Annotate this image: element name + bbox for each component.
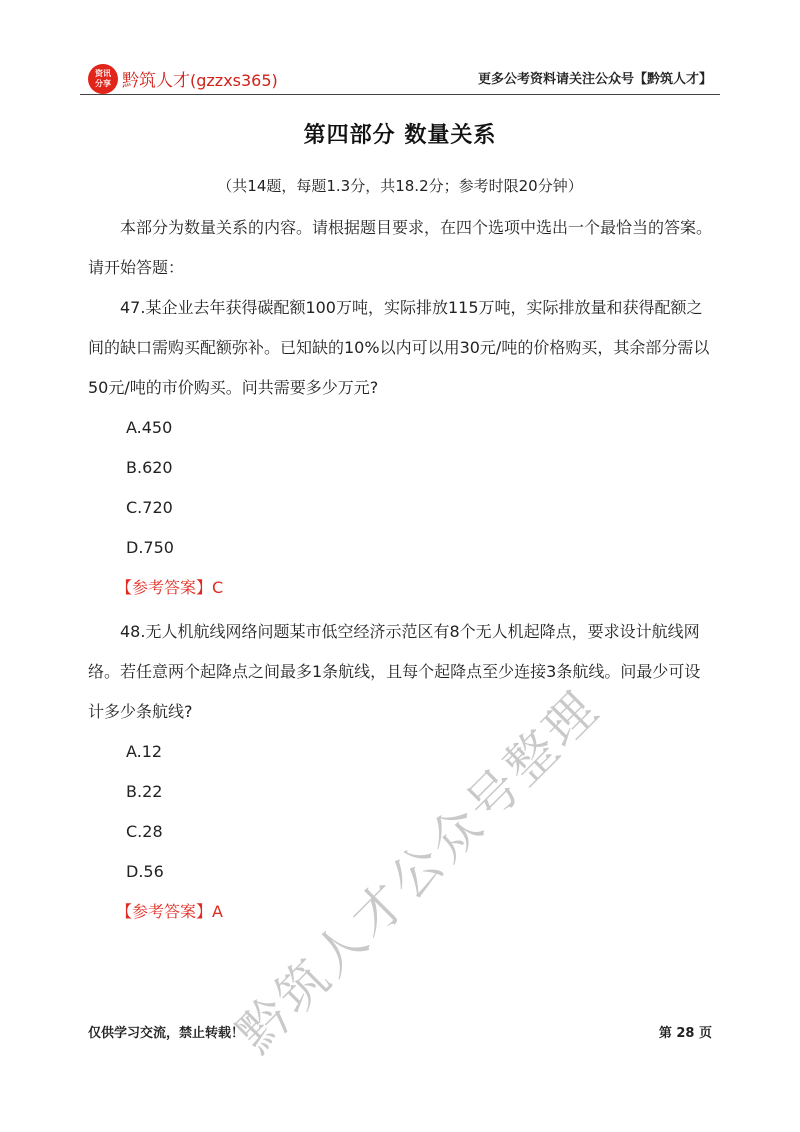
question-text: 48.无人机航线网络问题某市低空经济示范区有8个无人机起降点，要求设计航线网络。若任意两个起降点之间最多1条航线，且每个起降点至少连接3条航线。问最少可设计多少条航线? [88, 622, 701, 721]
option-b: B.22 [126, 782, 163, 801]
logo-badge-icon [88, 64, 118, 94]
section-title: 第四部分 数量关系 [303, 122, 497, 148]
option-c: C.28 [126, 822, 163, 841]
option-d: D.56 [126, 862, 164, 881]
answer-key: 【参考答案】A [116, 902, 223, 921]
question-48 [88, 612, 712, 932]
logo-top-text: 资讯 [95, 69, 111, 78]
section-subtitle: （共14题，每题1.3分，共18.2分；参考时限20分钟） [217, 177, 583, 195]
brand-text: 黔筑人才 [122, 71, 190, 91]
section-intro-block [88, 208, 712, 288]
question-47 [88, 288, 712, 608]
option-a: A.12 [126, 742, 163, 761]
page-number: 第 28 页 [658, 1026, 712, 1041]
answer-key: 【参考答案】C [116, 578, 224, 597]
footer-notice: 仅供学习交流，禁止转载！ [88, 1026, 245, 1041]
header-notice: 更多公考资料请关注公众号【黔筑人才】 [477, 72, 712, 87]
logo-bottom-text: 分享 [95, 79, 111, 88]
header-divider [80, 94, 720, 95]
option-c: C.720 [126, 498, 173, 517]
option-d: D.750 [126, 538, 174, 557]
watermark: 黔筑人才公众号整理 [226, 678, 611, 1064]
option-b: B.620 [126, 458, 173, 477]
brand-handle: (gzzxs365) [190, 71, 278, 90]
section-intro: 本部分为数量关系的内容。请根据题目要求，在四个选项中选出一个最恰当的答案。请开始答题： [88, 218, 713, 277]
question-text: 47.某企业去年获得碳配额100万吨，实际排放115万吨，实际排放量和获得配额之间的缺口需购买配额弥补。已知缺的10%以内可以用30元/吨的价格购买，其余部分需以50元/吨的市价购买。问共需要多少万元? [88, 298, 710, 397]
option-a: A.450 [126, 418, 173, 437]
brand-name [122, 66, 278, 91]
page-header [88, 58, 712, 92]
